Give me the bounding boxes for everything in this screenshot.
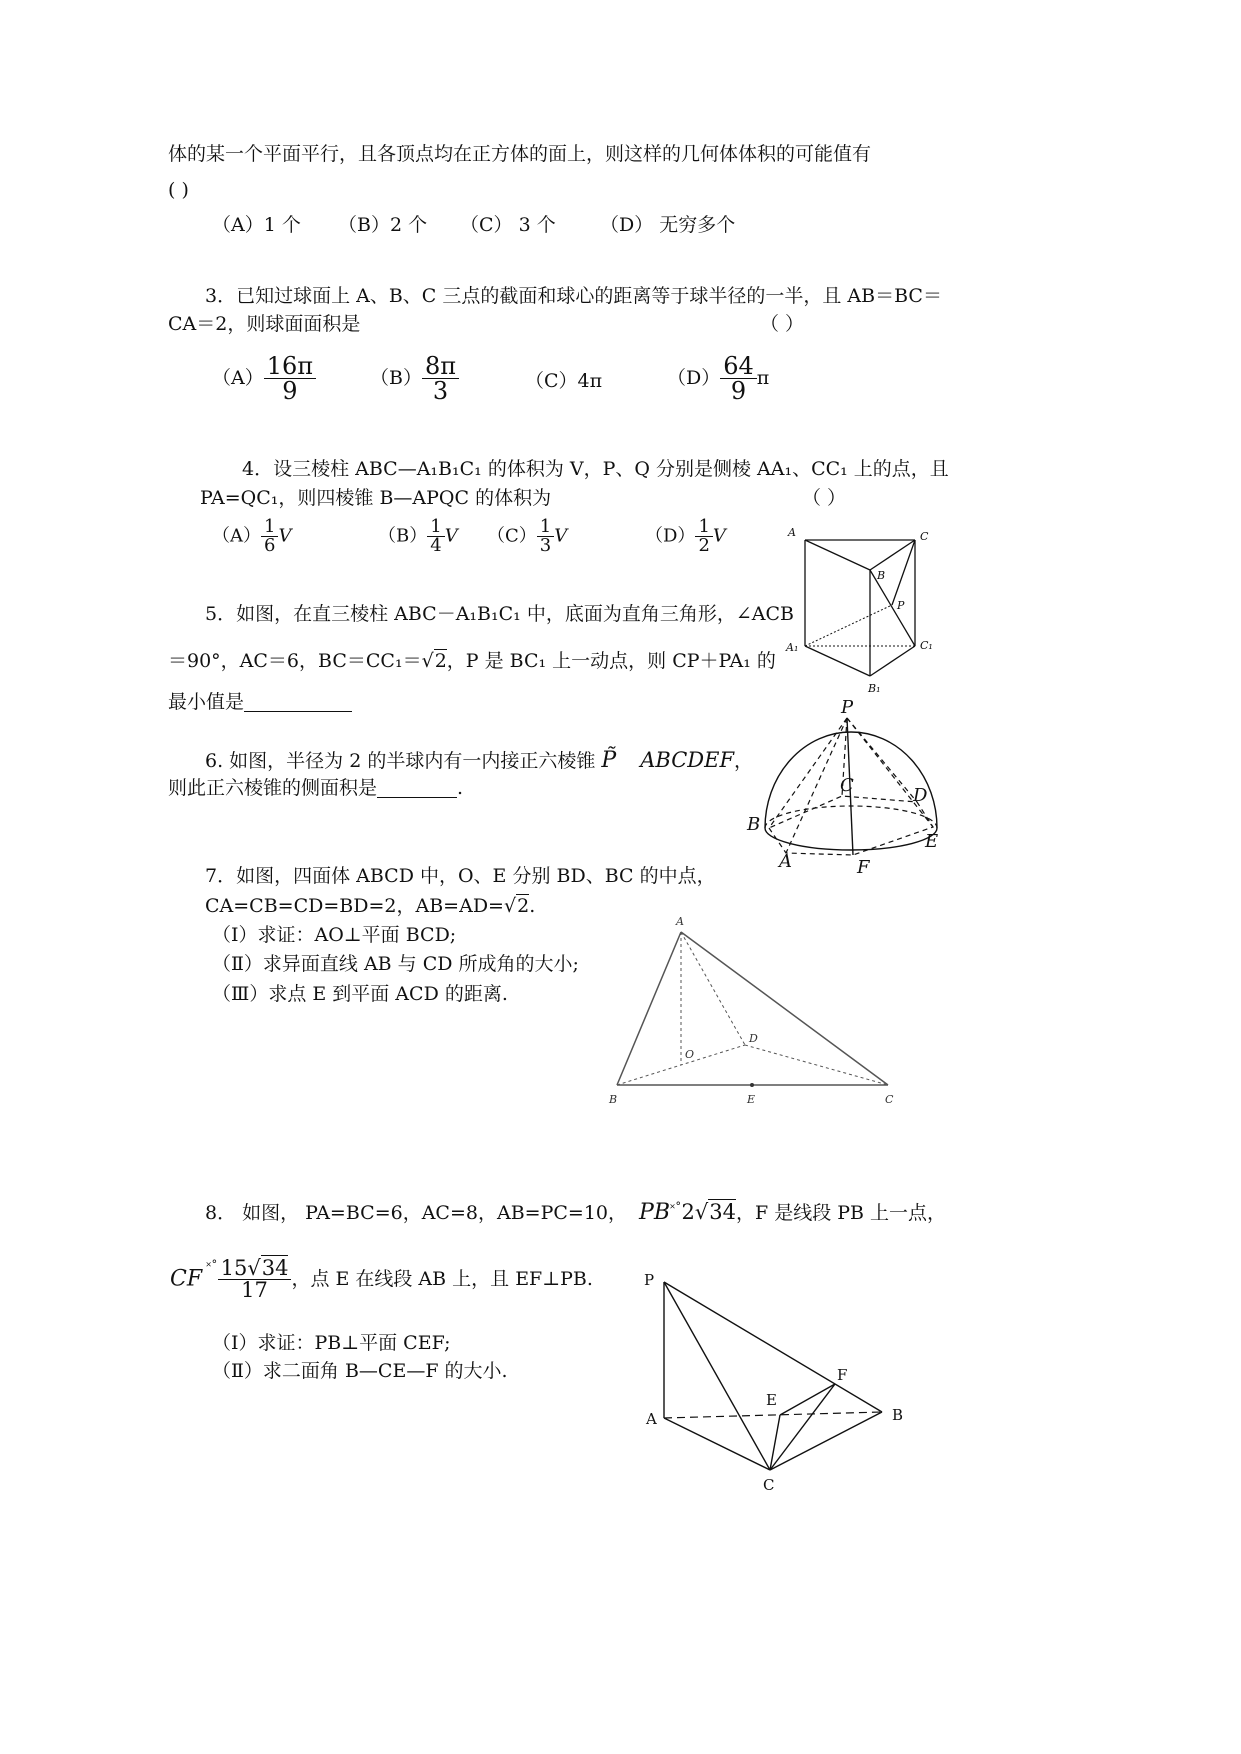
q7-line2 [205, 897, 535, 916]
q4-opt-c-den: 3 [539, 535, 552, 556]
q7-part3: （Ⅲ）求点 E 到平面 ACD 的距离. [212, 983, 508, 1005]
q2-option-c: （C） 3 个 [460, 214, 556, 236]
q3-opt-a-den: 9 [282, 377, 298, 405]
q7-label-b: B [609, 1093, 618, 1106]
q3-opt-b-label: （B） [370, 367, 422, 389]
q8-label-e: E [766, 1391, 777, 1409]
q5-line2-start: ＝90°，AC＝6，BC＝CC₁＝ [168, 650, 422, 672]
q8-line1-text: 8． 如图， PA=BC=6，AC=8，AB=PC=10， [205, 1202, 627, 1224]
q4-opt-d-var: V [712, 525, 726, 547]
q8-label-a: A [646, 1410, 657, 1428]
q4-opt-b-den: 4 [430, 535, 442, 556]
q5-sqrt: √2 [421, 650, 447, 672]
q5-sqrt-val: 2 [434, 650, 447, 672]
q4-opt-c-var: V [554, 525, 568, 547]
q4-opt-c-fraction [537, 518, 554, 555]
q3-opt-a-num: 16π [264, 354, 316, 379]
q8-part1: （Ⅰ）求证：PB⊥平面 CEF; [212, 1332, 451, 1354]
q4-line1: 4．设三棱柱 ABC—A₁B₁C₁ 的体积为 V，P、Q 分别是侧棱 AA₁、CC₁ 上的点，且 [242, 458, 949, 480]
q3-option-d [667, 354, 769, 403]
q5-line2 [168, 652, 776, 671]
q4-opt-b-label: （B） [378, 525, 428, 547]
q5-label-b: B [877, 569, 886, 582]
q8-pb-glitch: ˟˚ [670, 1202, 682, 1217]
q2-line1: 体的某一个平面平行，且各顶点均在正方体的面上，则这样的几何体体积的可能值有 [168, 143, 872, 165]
q8-line2 [170, 1258, 593, 1301]
q3-line1: 3．已知过球面上 A、B、C 三点的截面和球心的距离等于球半径的一半，且 AB＝BC＝ [205, 285, 942, 307]
q3-opt-d-fraction [720, 354, 757, 403]
q8-line1-end: ，F 是线段 PB 上一点， [736, 1202, 947, 1224]
q6-label-b: B [747, 814, 761, 835]
q3-opt-b-den: 3 [432, 377, 449, 405]
q3-opt-d-den: 9 [730, 377, 747, 405]
q8-cf-num-coef: 15 [220, 1256, 248, 1280]
q3-opt-a-label: （A） [212, 367, 264, 389]
q4-opt-a-num: 1 [261, 518, 278, 537]
q4-option-b [378, 518, 458, 555]
q3-option-b [370, 354, 459, 403]
q5-label-b1: B₁ [868, 682, 881, 695]
q8-pb-coef: 2 [681, 1200, 695, 1224]
q4-option-a [212, 518, 291, 555]
q3-opt-b-fraction [422, 354, 459, 403]
q2-answer-paren: ( ) [168, 179, 189, 201]
q6-line2 [168, 778, 463, 798]
q3-option-c: （C）4π [525, 370, 603, 392]
q3-opt-b-num: 8π [422, 354, 459, 379]
q8-cf-fraction [218, 1258, 292, 1301]
q6-pyramid-name: ABCDEF [640, 748, 735, 772]
q3-opt-d-pi: π [756, 367, 770, 389]
q7-label-e: E [747, 1093, 756, 1106]
q3-answer-paren: （ ） [760, 313, 805, 335]
q3-line2: CA＝2，则球面面积是 [168, 313, 361, 335]
q4-opt-c-num: 1 [537, 518, 554, 537]
q8-cf-glitch: ˟˚ [206, 1259, 218, 1275]
q7-tetrahedron-figure [600, 908, 910, 1108]
q8-label-f: F [837, 1366, 848, 1384]
q8-cf-den: 17 [241, 1278, 268, 1302]
q5-label-p: P [897, 599, 905, 612]
q8-pb-sqrt-val: 34 [709, 1200, 736, 1224]
q7-line2-text: CA=CB=CD=BD=2，AB=AD= [205, 895, 504, 917]
q8-part2: （Ⅱ）求二面角 B—CE—F 的大小. [212, 1360, 508, 1382]
q8-label-p: P [644, 1271, 655, 1289]
q4-option-d [645, 518, 726, 555]
q4-opt-d-fraction [695, 518, 712, 555]
q5-line3 [168, 692, 352, 712]
q7-part1: （Ⅰ）求证：AO⊥平面 BCD; [212, 924, 457, 946]
q5-label-c: C [920, 530, 929, 543]
q7-sqrt-val: 2 [517, 895, 530, 917]
q4-opt-b-num: 1 [427, 518, 444, 537]
q6-label-f: F [857, 857, 870, 878]
q5-label-a: A [788, 526, 796, 539]
q8-pb-sqrt: √34 [694, 1200, 736, 1224]
q6-hemisphere-figure [745, 695, 955, 880]
q6-label-e: E [925, 831, 939, 852]
q3-opt-d-label: （D） [667, 367, 721, 389]
q5-line2-end: ，P 是 BC₁ 上一动点，则 CP＋PA₁ 的 [446, 650, 776, 672]
q6-label-p: P [841, 697, 854, 718]
q8-cf-num-sqrt: 34 [261, 1256, 289, 1280]
q5-label-a1: A₁ [786, 641, 799, 654]
q4-opt-b-fraction [427, 518, 444, 555]
q8-label-c: C [763, 1476, 775, 1494]
q6-apex-symbol: P̃ [601, 748, 617, 773]
q7-label-a: A [676, 915, 684, 928]
q6-line2-text: 则此正六棱锥的侧面积是 [168, 777, 378, 799]
q6-line2-end: . [457, 777, 464, 799]
q6-answer-blank [377, 778, 457, 798]
q7-line2-end: . [529, 895, 536, 917]
q4-line2: PA=QC₁，则四棱锥 B—APQC 的体积为 [200, 487, 552, 509]
q6-line1 [205, 750, 753, 772]
q6-label-a: A [779, 851, 792, 872]
q4-answer-paren: （ ） [802, 487, 847, 509]
q5-line3-text: 最小值是 [168, 691, 245, 713]
q6-label-c: C [840, 775, 854, 796]
q8-label-b: B [892, 1406, 904, 1424]
q4-opt-a-label: （A） [212, 525, 261, 547]
q6-line1-comma: ， [734, 750, 754, 772]
q6-label-d: D [913, 785, 928, 806]
q4-opt-a-var: V [278, 525, 292, 547]
q5-answer-blank [244, 692, 352, 712]
q8-cf-label: CF [170, 1266, 203, 1292]
q3-option-a [212, 354, 316, 403]
q8-cf-num: 15√34 [218, 1258, 292, 1280]
q4-opt-b-var: V [444, 525, 458, 547]
q4-opt-a-fraction [261, 518, 278, 555]
q4-opt-d-num: 1 [695, 518, 712, 537]
q7-part2: （Ⅱ）求异面直线 AB 与 CD 所成角的大小; [212, 953, 579, 975]
q2-option-d: （D） 无穷多个 [600, 214, 736, 236]
q8-pb-label: PB [639, 1200, 671, 1225]
q6-line1-text: 6. 如图，半径为 2 的半球内有一内接正六棱锥 [205, 750, 596, 772]
q7-point-e [750, 1083, 754, 1087]
q4-option-c [487, 518, 567, 555]
q2-option-a: （A）1 个 [212, 214, 301, 236]
q5-label-c1: C₁ [920, 639, 933, 652]
q7-line1: 7．如图，四面体 ABCD 中，O、E 分别 BD、BC 的中点， [205, 865, 716, 887]
q3-opt-a-fraction [264, 354, 316, 403]
q4-opt-c-label: （C） [487, 525, 537, 547]
q8-pyramid-figure [640, 1260, 920, 1495]
q4-opt-a-den: 6 [264, 535, 276, 556]
q8-line1 [205, 1202, 946, 1224]
q5-prism-figure [780, 518, 940, 698]
q7-label-o: O [685, 1048, 695, 1061]
q5-line1: 5．如图，在直三棱柱 ABC－A₁B₁C₁ 中，底面为直角三角形，∠ACB [205, 603, 794, 625]
q8-line2-text: ，点 E 在线段 AB 上，且 EF⊥PB. [291, 1268, 593, 1290]
q7-label-c: C [885, 1093, 894, 1106]
q3-opt-d-num: 64 [720, 354, 757, 379]
q4-opt-d-den: 2 [698, 535, 710, 556]
q7-label-d: D [749, 1032, 758, 1045]
q2-option-b: （B）2 个 [338, 214, 428, 236]
q4-opt-d-label: （D） [645, 525, 696, 547]
q7-sqrt: √2 [503, 895, 530, 917]
